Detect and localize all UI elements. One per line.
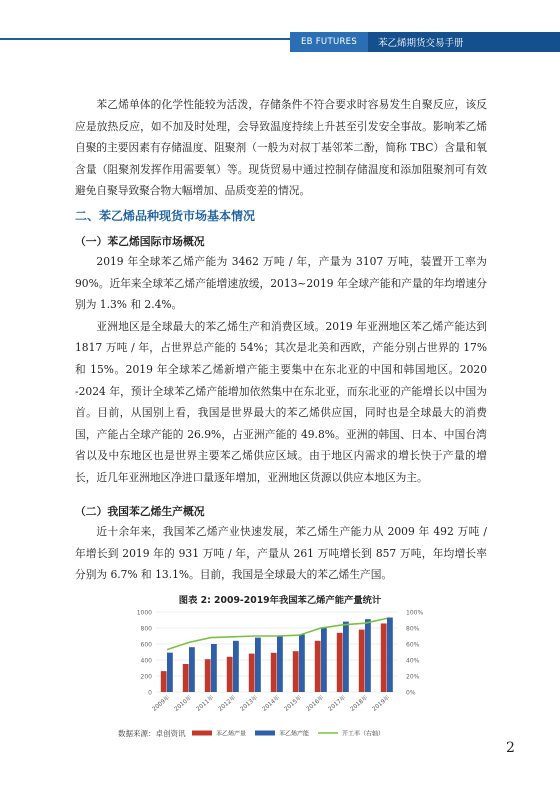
figure [100, 592, 430, 744]
bar-capacity [211, 644, 217, 692]
y-tick-label: 600 [140, 641, 152, 649]
y2-tick-label: 60% [406, 641, 420, 649]
subsection2-paragraph-1: 近十余年来，我国苯乙烯产业快速发展，苯乙烯生产能力从 2009 年 492 万吨 / 年增长到 2019 年的 931 万吨 / 年，产量从 261 万吨增长到 857 万吨，年均增长率分别为 6.7% 和 13.1%。目前，我国是全球最大的苯乙烯生产国。 [75, 525, 487, 582]
bar-capacity [233, 641, 239, 692]
y-tick-label: 0 [148, 689, 152, 697]
bar-capacity [255, 638, 261, 692]
bar-output [183, 664, 189, 692]
bar-output [161, 671, 167, 692]
bar-capacity [167, 653, 173, 692]
x-tick-label: 2013年 [239, 694, 260, 713]
bar-capacity [343, 622, 349, 692]
x-tick-label: 2010年 [173, 694, 194, 713]
legend-label: 苯乙烯产能 [279, 730, 310, 738]
bar-capacity [321, 628, 327, 692]
y2-tick-label: 0% [406, 689, 416, 697]
header-brand: EB FUTURES [290, 32, 368, 52]
figure-source: 数据来源：卓创资讯 [118, 729, 186, 738]
bar-line-chart [100, 606, 430, 746]
y-tick-label: 800 [140, 625, 152, 633]
bar-output [205, 659, 211, 692]
bar-output [381, 623, 387, 692]
y-tick-label: 1000 [136, 609, 152, 617]
y-tick-label: 400 [140, 657, 152, 665]
subsection1-paragraph-2: 亚洲地区是全球最大的苯乙烯生产和消费区域。2019 年亚洲地区苯乙烯产能达到 1817 万吨 / 年，占世界总产能的 54%；其次是北美和西欧，产能分别占世界的 17% 和 15%。2019 年全球苯乙烯新增产能主要集中在东北亚的中国和韩国地区。2020 -2024 年，预计全球苯乙烯产能增加依然集中在东北亚，而东北亚的产能增长以中国为首。目前，从国别上看，我国是世界最大的苯乙烯供应国，同时也是全球最大的消费国，产能占全球产能的 26.9%，占亚洲产能的 49.8%。亚洲的韩国、日本、中国台湾省以及中东地区也是世界主要苯乙烯供应区域。由于地区内需求的增长快于产量的增长，近几年亚洲地区净进口量逐年增加，亚洲地区货源以供应本地区为主。 [75, 319, 487, 484]
legend-label: 开工率（右轴） [342, 730, 385, 738]
header-title: 苯乙烯期货交易手册 [368, 32, 560, 52]
x-tick-label: 2009年 [151, 694, 172, 713]
bar-output [293, 651, 299, 692]
subsection1-paragraph-1: 2019 年全球苯乙烯产能为 3462 万吨 / 年，产量为 3107 万吨，装置开工率为 90%。近年来全球苯乙烯产能增速放缓，2013~2019 年全球产能和产量的年均增速分别为 1.3% 和 2.4%。 [75, 255, 487, 312]
page-number: 2 [506, 740, 515, 756]
bar-capacity [365, 619, 371, 692]
x-tick-label: 2011年 [195, 694, 216, 713]
x-tick-label: 2012年 [217, 694, 238, 713]
y2-tick-label: 40% [406, 657, 420, 665]
bar-capacity [387, 618, 393, 692]
bar-output [271, 653, 277, 692]
intro-paragraph: 苯乙烯单体的化学性能较为活泼，存储条件不符合要求时容易发生自聚反应，该反应是放热反应，如不加及时处理，会导致温度持续上升甚至引发安全事故。影响苯乙烯自聚的主要因素有存储温度、阻聚剂（一般为对叔丁基邻苯二酚，简称 TBC）含量和氧含量（阻聚剂发挥作用需要氧）等。现货贸易中通过控制存储温度和添加阻聚剂可有效避免自聚导致聚合物大幅增加、品质变差的情况。 [75, 98, 487, 198]
x-tick-label: 2019年 [371, 694, 392, 713]
y2-tick-label: 20% [406, 673, 420, 681]
subsection1-title: （一）苯乙烯国际市场概况 [75, 235, 205, 248]
header-rule [0, 38, 290, 40]
x-tick-label: 2016年 [305, 694, 326, 713]
y-tick-label: 200 [140, 673, 152, 681]
bar-capacity [189, 647, 195, 692]
bar-output [249, 654, 255, 692]
y2-tick-label: 100% [406, 609, 424, 617]
subsection2-title: （二）我国苯乙烯生产概况 [75, 505, 205, 518]
y2-tick-label: 80% [406, 625, 420, 633]
header-band [290, 32, 560, 52]
bar-output [337, 633, 343, 692]
intro-text [75, 94, 487, 202]
section-title: 二、苯乙烯品种现货市场基本情况 [75, 209, 256, 223]
x-tick-label: 2014年 [261, 694, 282, 713]
x-tick-label: 2018年 [349, 694, 370, 713]
figure-title: 图表 2: 2009-2019年我国苯乙烯产能产量统计 [178, 595, 382, 606]
bar-output [315, 641, 321, 692]
subsection1-text [75, 251, 487, 489]
legend-swatch [192, 731, 212, 736]
bar-output [227, 657, 233, 692]
x-tick-label: 2015年 [283, 694, 304, 713]
bar-capacity [299, 634, 305, 692]
bar-output [359, 630, 365, 692]
subsection2-text [75, 521, 487, 586]
bar-capacity [277, 636, 283, 692]
x-tick-label: 2017年 [327, 694, 348, 713]
legend-label: 苯乙烯产量 [216, 730, 247, 738]
legend-swatch [255, 731, 275, 736]
